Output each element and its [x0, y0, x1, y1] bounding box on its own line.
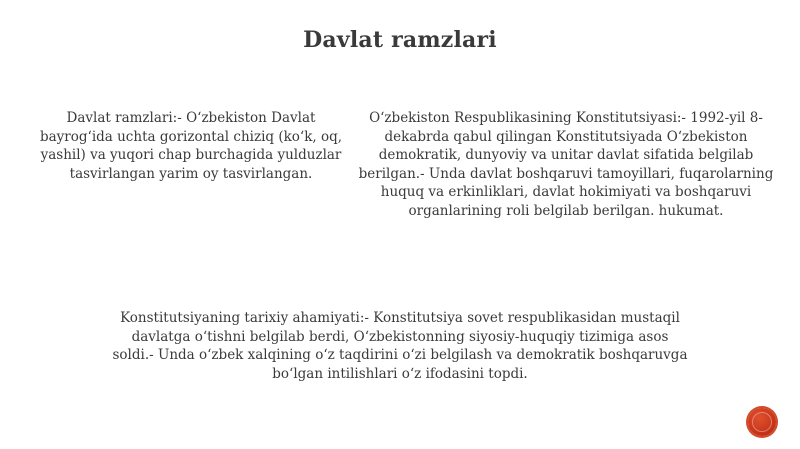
- next-slide-button[interactable]: [748, 408, 776, 436]
- left-text-block: Davlat ramzlari:- O‘zbekiston Davlat bayrog‘ida uchta gorizontal chiziq (ko‘k, oq, yashil) va yuqori chap burchagida yulduzlar tasvirlangan yarim oy tasvirlangan.: [39, 110, 343, 182]
- right-text-block: O‘zbekiston Respublikasining Konstitutsiyasi:- 1992-yil 8-dekabrda qabul qilingan Konstitutsiyada O‘zbekiston demokratik, dunyoviy va unitar davlat sifatida belgilab berilgan.- Unda davlat boshqaruvi tamoyillari, fuqarolarning huquq va erkinliklari, davlat hokimiyati va boshqaruvi organlarining roli belgilab berilgan. hukumat.: [358, 110, 774, 219]
- bottom-text-block: Konstitutsiyaning tarixiy ahamiyati:- Konstitutsiya sovet respublikasidan mustaqil davlatga o‘tishni belgilab berdi, O‘zbekistonning siyosiy-huquqiy tizimiga asos soldi.- Unda o‘zbek xalqining o‘z taqdirini o‘zi belgilash va demokratik boshqaruvga bo‘lgan intilishlari o‘z ifodasini topdi.: [112, 310, 688, 382]
- slide-title: Davlat ramzlari: [303, 27, 497, 53]
